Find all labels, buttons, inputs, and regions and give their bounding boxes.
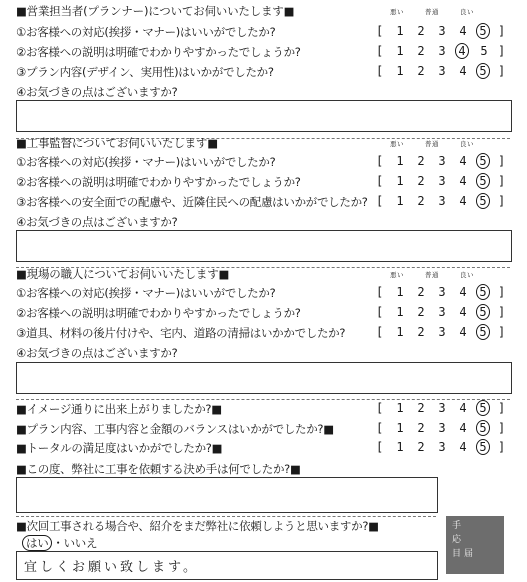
overall-q2-rating[interactable]: [ 1 2 3 4 5 ] (376, 421, 506, 435)
divider (16, 516, 436, 517)
referral-yes-option[interactable]: はい (22, 535, 52, 551)
handwritten-comment: 宜しくお願い致します。 (24, 560, 199, 575)
decision-question: ■この度、弊社に工事を依頼する決め手は何でしたか?■ (16, 462, 301, 476)
referral-no-option[interactable]: いいえ (63, 536, 98, 550)
selected-rating: 5 (476, 439, 490, 455)
selected-rating: 4 (455, 43, 469, 59)
scale-bad-label: 悪い (390, 8, 404, 16)
s3-q3-rating[interactable]: [ 1 2 3 4 5 ] (376, 325, 506, 339)
selected-rating: 5 (476, 193, 490, 209)
s1-comment-label: ④お気づきの点はございますか? (16, 85, 178, 99)
s1-q1-rating[interactable]: [ 1 2 3 4 5 ] (376, 24, 506, 38)
s2-comment-box[interactable] (16, 230, 512, 262)
overall-q3-rating[interactable]: [ 1 2 3 4 5 ] (376, 440, 506, 454)
s3-question-1: ①お客様への対応(挨拶・マナー)はいいがでしたか? (16, 286, 276, 300)
s2-question-2: ②お客様への説明は明確でわかりやすかったでしょうか? (16, 175, 301, 189)
s3-q1-rating[interactable]: [ 1 2 3 4 5 ] (376, 285, 506, 299)
decision-answer-box[interactable] (16, 477, 438, 513)
selected-rating: 5 (476, 324, 490, 340)
overall-q1-rating[interactable]: [ 1 2 3 4 5 ] (376, 401, 506, 415)
stamp-char: 届 (464, 549, 474, 559)
stamp-char: 目 (452, 549, 462, 559)
stamp-char: 応 (452, 535, 462, 545)
s1-q3-rating[interactable]: [ 1 2 3 4 5 ] (376, 64, 506, 78)
s3-question-3: ③道具、材料の後片付けや、宅内、道路の清掃はいかかでしたか? (16, 326, 346, 340)
selected-rating: 5 (476, 153, 490, 169)
scale-header-1 (390, 7, 500, 17)
s1-q2-rating[interactable]: [ 1 2 3 4 5 ] (376, 44, 506, 58)
s1-question-1: ①お客様への対応(挨拶・マナー)はいいがでしたか? (16, 25, 276, 39)
scale-normal-label: 普通 (425, 140, 439, 148)
s3-q2-rating[interactable]: [ 1 2 3 4 5 ] (376, 305, 506, 319)
selected-rating: 5 (476, 400, 490, 416)
s1-question-2: ②お客様への説明は明確でわかりやすかったでしょうか? (16, 45, 301, 59)
overall-question-3: ■トータルの満足度はいかがでしたか?■ (16, 441, 223, 455)
selected-rating: 5 (476, 63, 490, 79)
referral-question: ■次回工事される場合や、紹介をまだ弊社に依頼しようと思いますか?■ (16, 519, 379, 533)
referral-options[interactable] (22, 535, 97, 551)
scale-header-2 (390, 139, 500, 149)
overall-question-2: ■プラン内容、工事内容と金額のバランスはいかがでしたか?■ (16, 422, 334, 436)
section-3-title: ■現場の職人についてお伺いいたします■ (16, 267, 230, 281)
s2-q2-rating[interactable]: [ 1 2 3 4 5 ] (376, 174, 506, 188)
scale-bad-label: 悪い (390, 140, 404, 148)
scale-good-label: 良い (460, 8, 474, 16)
selected-rating: 5 (476, 173, 490, 189)
s3-comment-box[interactable] (16, 362, 512, 394)
selected-rating: 5 (476, 23, 490, 39)
scale-normal-label: 普通 (425, 271, 439, 279)
scale-good-label: 良い (460, 271, 474, 279)
s3-comment-label: ④お気づきの点はございますか? (16, 346, 178, 360)
s2-comment-label: ④お気づきの点はございますか? (16, 215, 178, 229)
s3-question-2: ②お客様への説明は明確でわかりやすかったでしょうか? (16, 306, 301, 320)
section-2-title: ■工事監督についてお伺いいたします■ (16, 136, 218, 150)
s2-question-3: ③お客様への安全面での配慮や、近隣住民への配慮はいかがでしたか? (16, 195, 368, 209)
company-stamp (446, 516, 504, 574)
s2-question-1: ①お客様への対応(挨拶・マナー)はいいがでしたか? (16, 155, 276, 169)
divider (16, 399, 510, 400)
referral-separator: ・ (52, 536, 64, 550)
scale-good-label: 良い (460, 140, 474, 148)
overall-question-1: ■イメージ通りに出来上がりましたか?■ (16, 402, 222, 416)
selected-rating: 5 (476, 284, 490, 300)
s2-q1-rating[interactable]: [ 1 2 3 4 5 ] (376, 154, 506, 168)
s2-q3-rating[interactable]: [ 1 2 3 4 5 ] (376, 194, 506, 208)
s1-comment-box[interactable] (16, 100, 512, 132)
section-1-title: ■営業担当者(プランナー)についてお伺いいたします■ (16, 4, 295, 18)
scale-bad-label: 悪い (390, 271, 404, 279)
stamp-char: 手 (452, 521, 462, 531)
scale-normal-label: 普通 (425, 8, 439, 16)
scale-header-3 (390, 270, 500, 280)
s1-question-3: ③プラン内容(デザイン、実用性)はいかがでしたか? (16, 65, 274, 79)
selected-rating: 5 (476, 304, 490, 320)
selected-rating: 5 (476, 420, 490, 436)
